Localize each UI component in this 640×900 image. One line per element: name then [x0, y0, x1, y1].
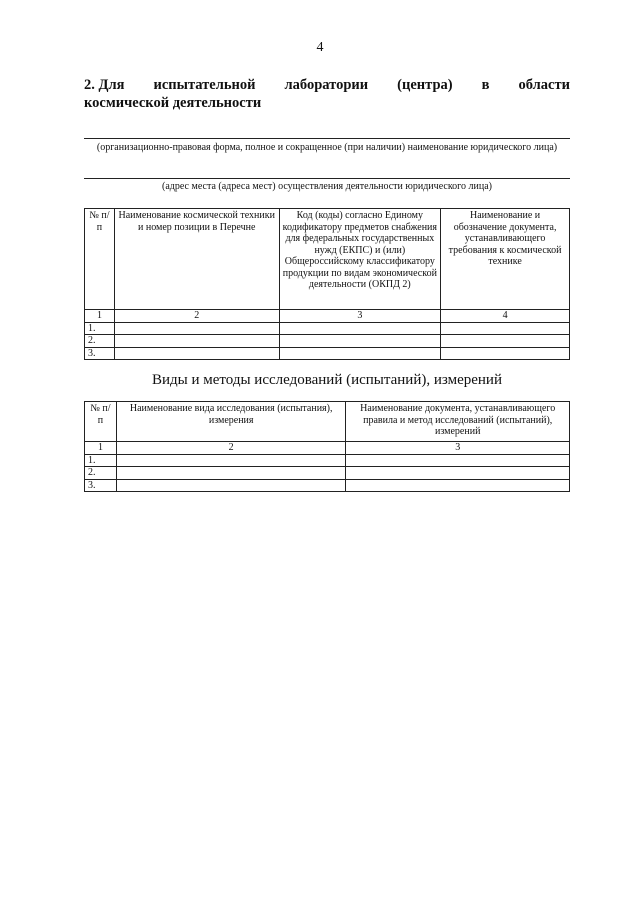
title-word: лаборатории [284, 77, 369, 93]
table-row [85, 479, 570, 492]
cell [116, 467, 345, 480]
row-label: 1. [85, 322, 115, 335]
cell [116, 454, 345, 467]
cell [441, 347, 570, 360]
col-num: 1 [85, 442, 117, 455]
header-method-name: Наименование вида исследования (испытания), измерения [116, 402, 345, 442]
title-word: области [518, 77, 570, 93]
title-word: 2. Для [84, 77, 125, 93]
methods-table [84, 401, 570, 492]
cell [114, 322, 279, 335]
table-row [85, 335, 570, 348]
page-number: 4 [316, 40, 324, 55]
address-caption: (адрес места (адреса мест) осуществления деятельности юридического лица) [162, 181, 492, 192]
col-num: 2 [116, 442, 345, 455]
cell [346, 479, 570, 492]
header-method-document: Наименование документа, устанавливающего правила и метод исследований (испытаний), измерений [346, 402, 570, 442]
title-word: (центра) [397, 77, 453, 93]
table-row [85, 347, 570, 360]
table-row [85, 467, 570, 480]
cell [116, 479, 345, 492]
table-row [85, 322, 570, 335]
header-number: № п/п [85, 209, 115, 310]
title-word: испытательной [153, 77, 256, 93]
header-code: Код (коды) согласно Единому кодификатору предметов снабжения для федеральных государственных нужд (ЕКПС) и (или) Общероссийскому классификатору продукции по видам экономической деятельности (ОКПД 2) [279, 209, 441, 310]
row-label: 3. [85, 479, 117, 492]
methods-subheading: Виды и методы исследований (испытаний), измерений [152, 372, 502, 388]
cell [346, 467, 570, 480]
table-header-row [85, 209, 570, 310]
cell [114, 335, 279, 348]
cell [441, 335, 570, 348]
title-word: в [481, 77, 490, 93]
row-label: 2. [85, 335, 115, 348]
row-label: 2. [85, 467, 117, 480]
cell [441, 322, 570, 335]
column-number-row [85, 310, 570, 323]
section-title [84, 76, 570, 112]
table-row [85, 454, 570, 467]
row-label: 1. [85, 454, 117, 467]
row-label: 3. [85, 347, 115, 360]
org-fill-line [84, 138, 570, 139]
col-num: 1 [85, 310, 115, 323]
col-num: 4 [441, 310, 570, 323]
table-header-row [85, 402, 570, 442]
cell [114, 347, 279, 360]
cell [279, 335, 441, 348]
cell [346, 454, 570, 467]
header-tech-name: Наименование космической техники и номер позиции в Перечне [114, 209, 279, 310]
col-num: 3 [279, 310, 441, 323]
cell [279, 322, 441, 335]
header-number: № п/п [85, 402, 117, 442]
org-caption: (организационно-правовая форма, полное и сокращенное (при наличии) наименование юридического лица) [96, 142, 558, 153]
col-num: 3 [346, 442, 570, 455]
space-tech-table [84, 208, 570, 360]
title-line-2: космической деятельности [84, 95, 262, 111]
cell [279, 347, 441, 360]
header-document: Наименование и обозначение документа, устанавливающего требования к космической технике [441, 209, 570, 310]
address-fill-line [84, 178, 570, 179]
column-number-row [85, 442, 570, 455]
col-num: 2 [114, 310, 279, 323]
